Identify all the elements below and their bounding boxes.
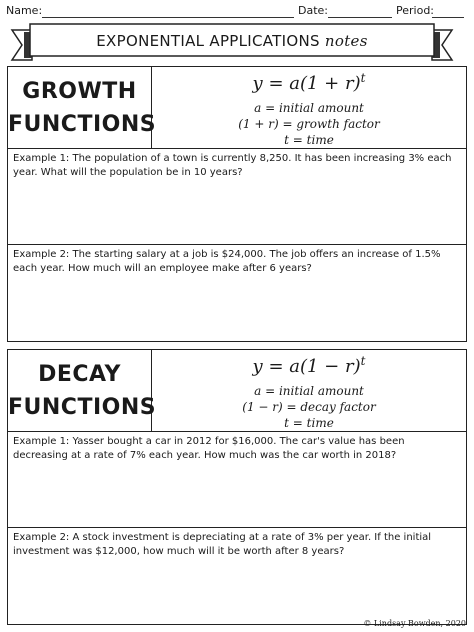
banner-notes-text: notes	[324, 32, 368, 50]
decay-def-factor: (1 − r) = decay factor	[242, 400, 376, 414]
name-blank[interactable]	[42, 17, 294, 18]
growth-formula-box	[152, 67, 466, 149]
decay-section	[7, 349, 467, 625]
growth-title-line1: GROWTH	[22, 79, 137, 104]
period-label: Period:	[396, 4, 435, 17]
decay-formula-box	[152, 350, 466, 432]
decay-def-time: t = time	[284, 416, 334, 430]
growth-title-box	[8, 67, 157, 149]
growth-example-1: Example 1: The population of a town is currently 8,250. It has been increasing 3% each year. What will the population be in 10 years?	[8, 149, 466, 245]
growth-def-factor: (1 + r) = growth factor	[238, 117, 380, 131]
growth-formula	[152, 71, 466, 94]
decay-formula-exponent: t	[360, 354, 366, 368]
growth-def-time: t = time	[284, 133, 334, 147]
decay-title-box	[8, 350, 157, 432]
decay-example-2: Example 2: A stock investment is depreciating at a rate of 3% per year. If the initial investment was $12,000, how much will it be worth after 8 years?	[13, 532, 432, 557]
growth-section	[7, 66, 467, 342]
growth-example-2: Example 2: The starting salary at a job is $24,000. The job offers an increase of 1.5% each year. How much will an employee make after 6 years?	[13, 249, 441, 274]
decay-example-1: Example 1: Yasser bought a car in 2012 for $16,000. The car's value has been decreasing at a rate of 7% each year. How much was the car worth in 2018?	[8, 432, 466, 528]
decay-formula	[152, 354, 466, 377]
title-banner	[10, 22, 454, 64]
growth-def-initial: a = initial amount	[254, 101, 364, 115]
decay-title-line2: FUNCTIONS	[8, 395, 157, 420]
date-label: Date:	[298, 4, 328, 17]
growth-title-line2: FUNCTIONS	[8, 112, 157, 137]
growth-formula-exponent: t	[360, 71, 366, 85]
name-label: Name:	[6, 4, 43, 17]
header-fields	[6, 4, 464, 20]
decay-title-line1: DECAY	[38, 362, 121, 387]
banner-title-text: EXPONENTIAL APPLICATIONS	[96, 32, 320, 50]
date-blank[interactable]	[328, 17, 392, 18]
banner-title	[10, 32, 454, 50]
decay-def-initial: a = initial amount	[254, 384, 364, 398]
copyright-notice: © Lindsay Bowden, 2020	[363, 619, 466, 628]
growth-formula-base: y = a(1 + r)	[252, 73, 361, 94]
decay-formula-base: y = a(1 − r)	[252, 356, 361, 377]
period-blank[interactable]	[432, 17, 464, 18]
